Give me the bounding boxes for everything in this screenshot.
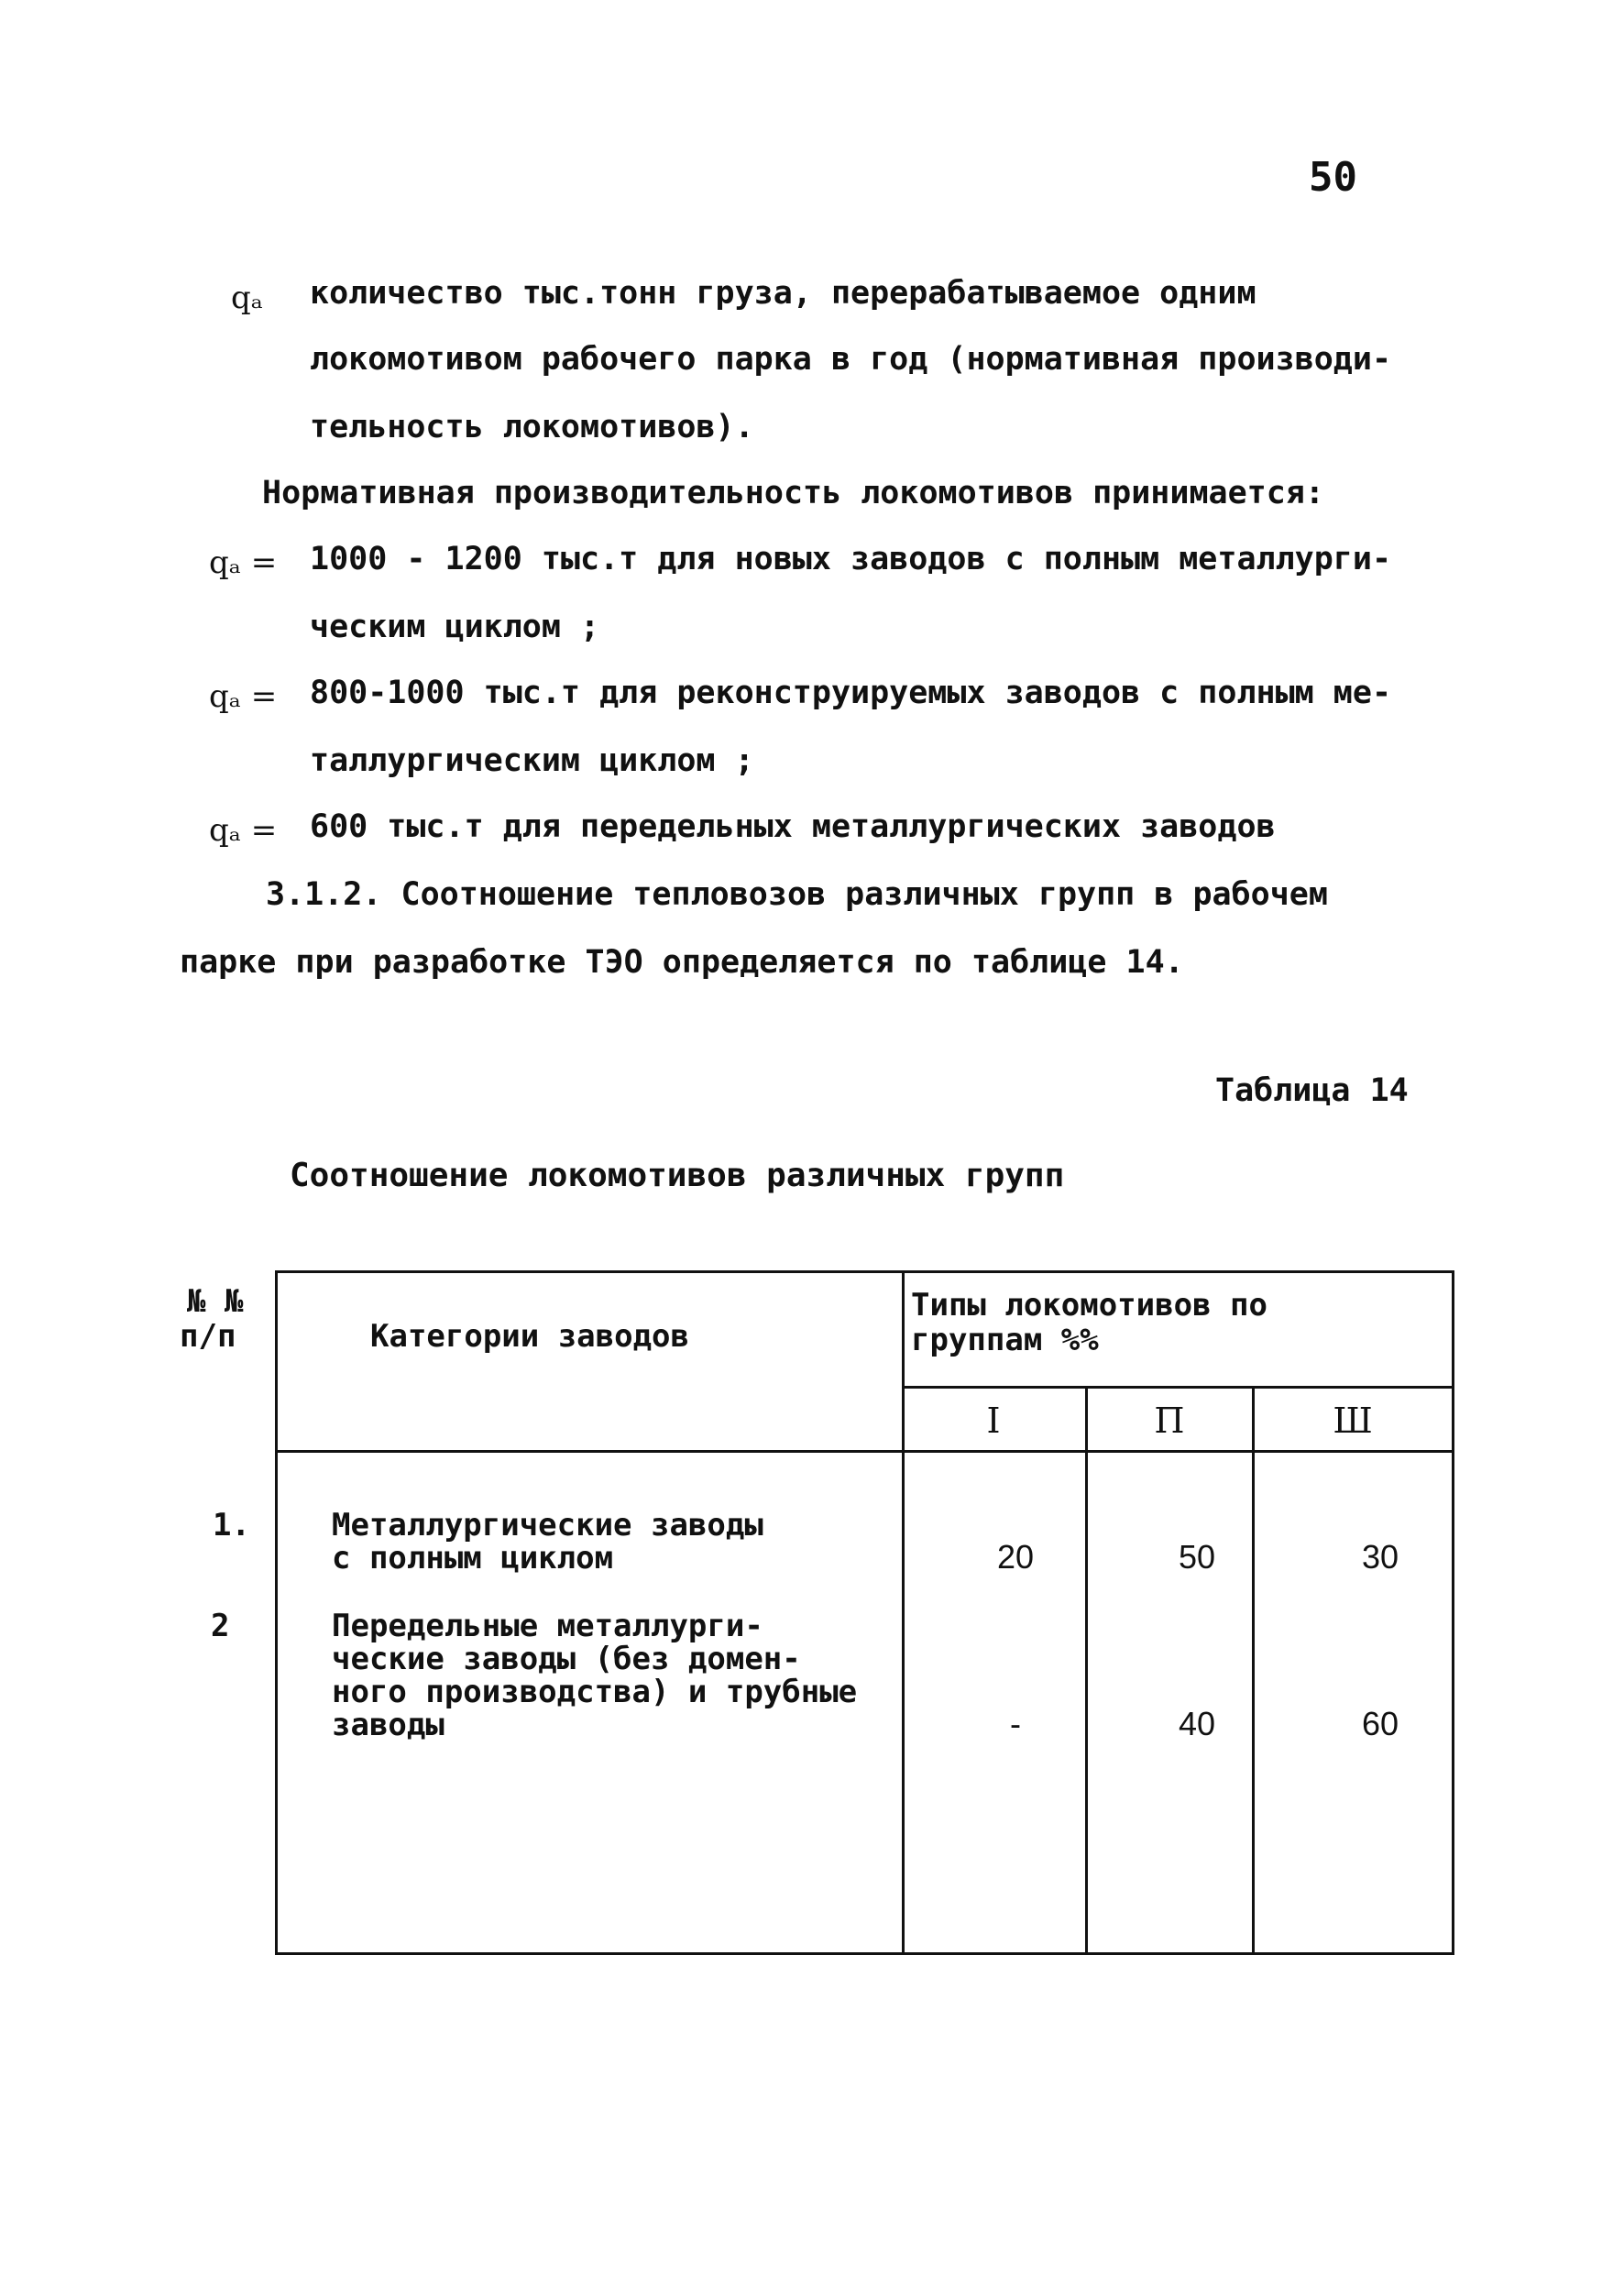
norm-3-line-1: 600 тыс.т для передельных металлургических заводов: [310, 808, 1276, 845]
definition-symbol: qₐ: [231, 280, 263, 316]
group-header-2: П: [1154, 1401, 1185, 1441]
table-left-border: [275, 1270, 278, 1955]
row-1-value-group-2: 50: [1178, 1538, 1216, 1576]
table-col-divider-2: [1252, 1386, 1255, 1955]
definition-line-1: количество тыс.тонн груза, перерабатываемое одним: [310, 275, 1256, 312]
norm-2-line-1: 800-1000 тыс.т для реконструируемых заводов с полным ме-: [310, 675, 1392, 711]
table-header-bottom-border: [275, 1450, 1454, 1453]
definition-line-2: локомотивом рабочего парка в год (нормативная производи-: [310, 341, 1392, 378]
norm-2-symbol: qₐ =: [209, 678, 278, 715]
row-2-value-group-1: -: [1010, 1705, 1021, 1742]
clause-line-1: 3.1.2. Соотношение тепловозов различных групп в рабочем: [266, 876, 1328, 913]
row-2-value-group-2: 40: [1178, 1705, 1216, 1742]
page-number: 50: [1309, 154, 1357, 201]
row-1-num: 1.: [213, 1507, 250, 1543]
norm-1-symbol: qₐ =: [209, 544, 278, 581]
table-top-border: [275, 1270, 1454, 1273]
row-2-num: 2: [211, 1608, 230, 1644]
clause-line-2: парке при разработке ТЭО определяется по таблице 14.: [180, 944, 1184, 981]
table-bottom-border: [275, 1952, 1454, 1955]
norm-1-line-1: 1000 - 1200 тыс.т для новых заводов с полным металлурги-: [310, 541, 1392, 577]
group-header-1: I: [986, 1401, 1001, 1441]
row-2-value-group-3: 60: [1361, 1705, 1399, 1742]
table-col-divider-1: [1085, 1386, 1088, 1955]
table-right-border: [1452, 1270, 1454, 1955]
col-num-header-line-2: п/п: [180, 1318, 236, 1355]
definition-line-3: тельность локомотивов).: [310, 409, 754, 445]
row-2-category-line-3: ного производства) и трубные: [332, 1674, 858, 1710]
row-2-category-line-1: Передельные металлурги-: [332, 1608, 763, 1644]
norm-1-line-2: ческим циклом ;: [310, 609, 600, 645]
norm-2-line-2: таллургическим циклом ;: [310, 742, 754, 779]
row-2-category-line-4: заводы: [332, 1707, 444, 1743]
table-group-divider: [902, 1386, 1454, 1389]
table-category-divider: [902, 1270, 905, 1955]
table-label: Таблица 14: [1215, 1072, 1409, 1109]
col-category-header: Категории заводов: [370, 1318, 689, 1355]
row-2-category-line-2: ческие заводы (без домен-: [332, 1641, 801, 1677]
table-title: Соотношение локомотивов различных групп: [290, 1157, 1065, 1194]
row-1-category-line-2: с полным циклом: [332, 1540, 614, 1576]
col-types-header-line-1: Типы локомотивов по: [911, 1287, 1267, 1324]
row-1-category-line-1: Металлургические заводы: [332, 1507, 763, 1543]
norm-intro: Нормативная производительность локомотивов принимается:: [262, 475, 1324, 511]
row-1-value-group-1: 20: [996, 1538, 1035, 1576]
norm-3-symbol: qₐ =: [209, 812, 278, 849]
col-num-header-line-1: № №: [187, 1283, 244, 1320]
group-header-3: Ш: [1333, 1401, 1373, 1441]
col-types-header-line-2: группам %%: [911, 1322, 1099, 1358]
row-1-value-group-3: 30: [1361, 1538, 1399, 1576]
